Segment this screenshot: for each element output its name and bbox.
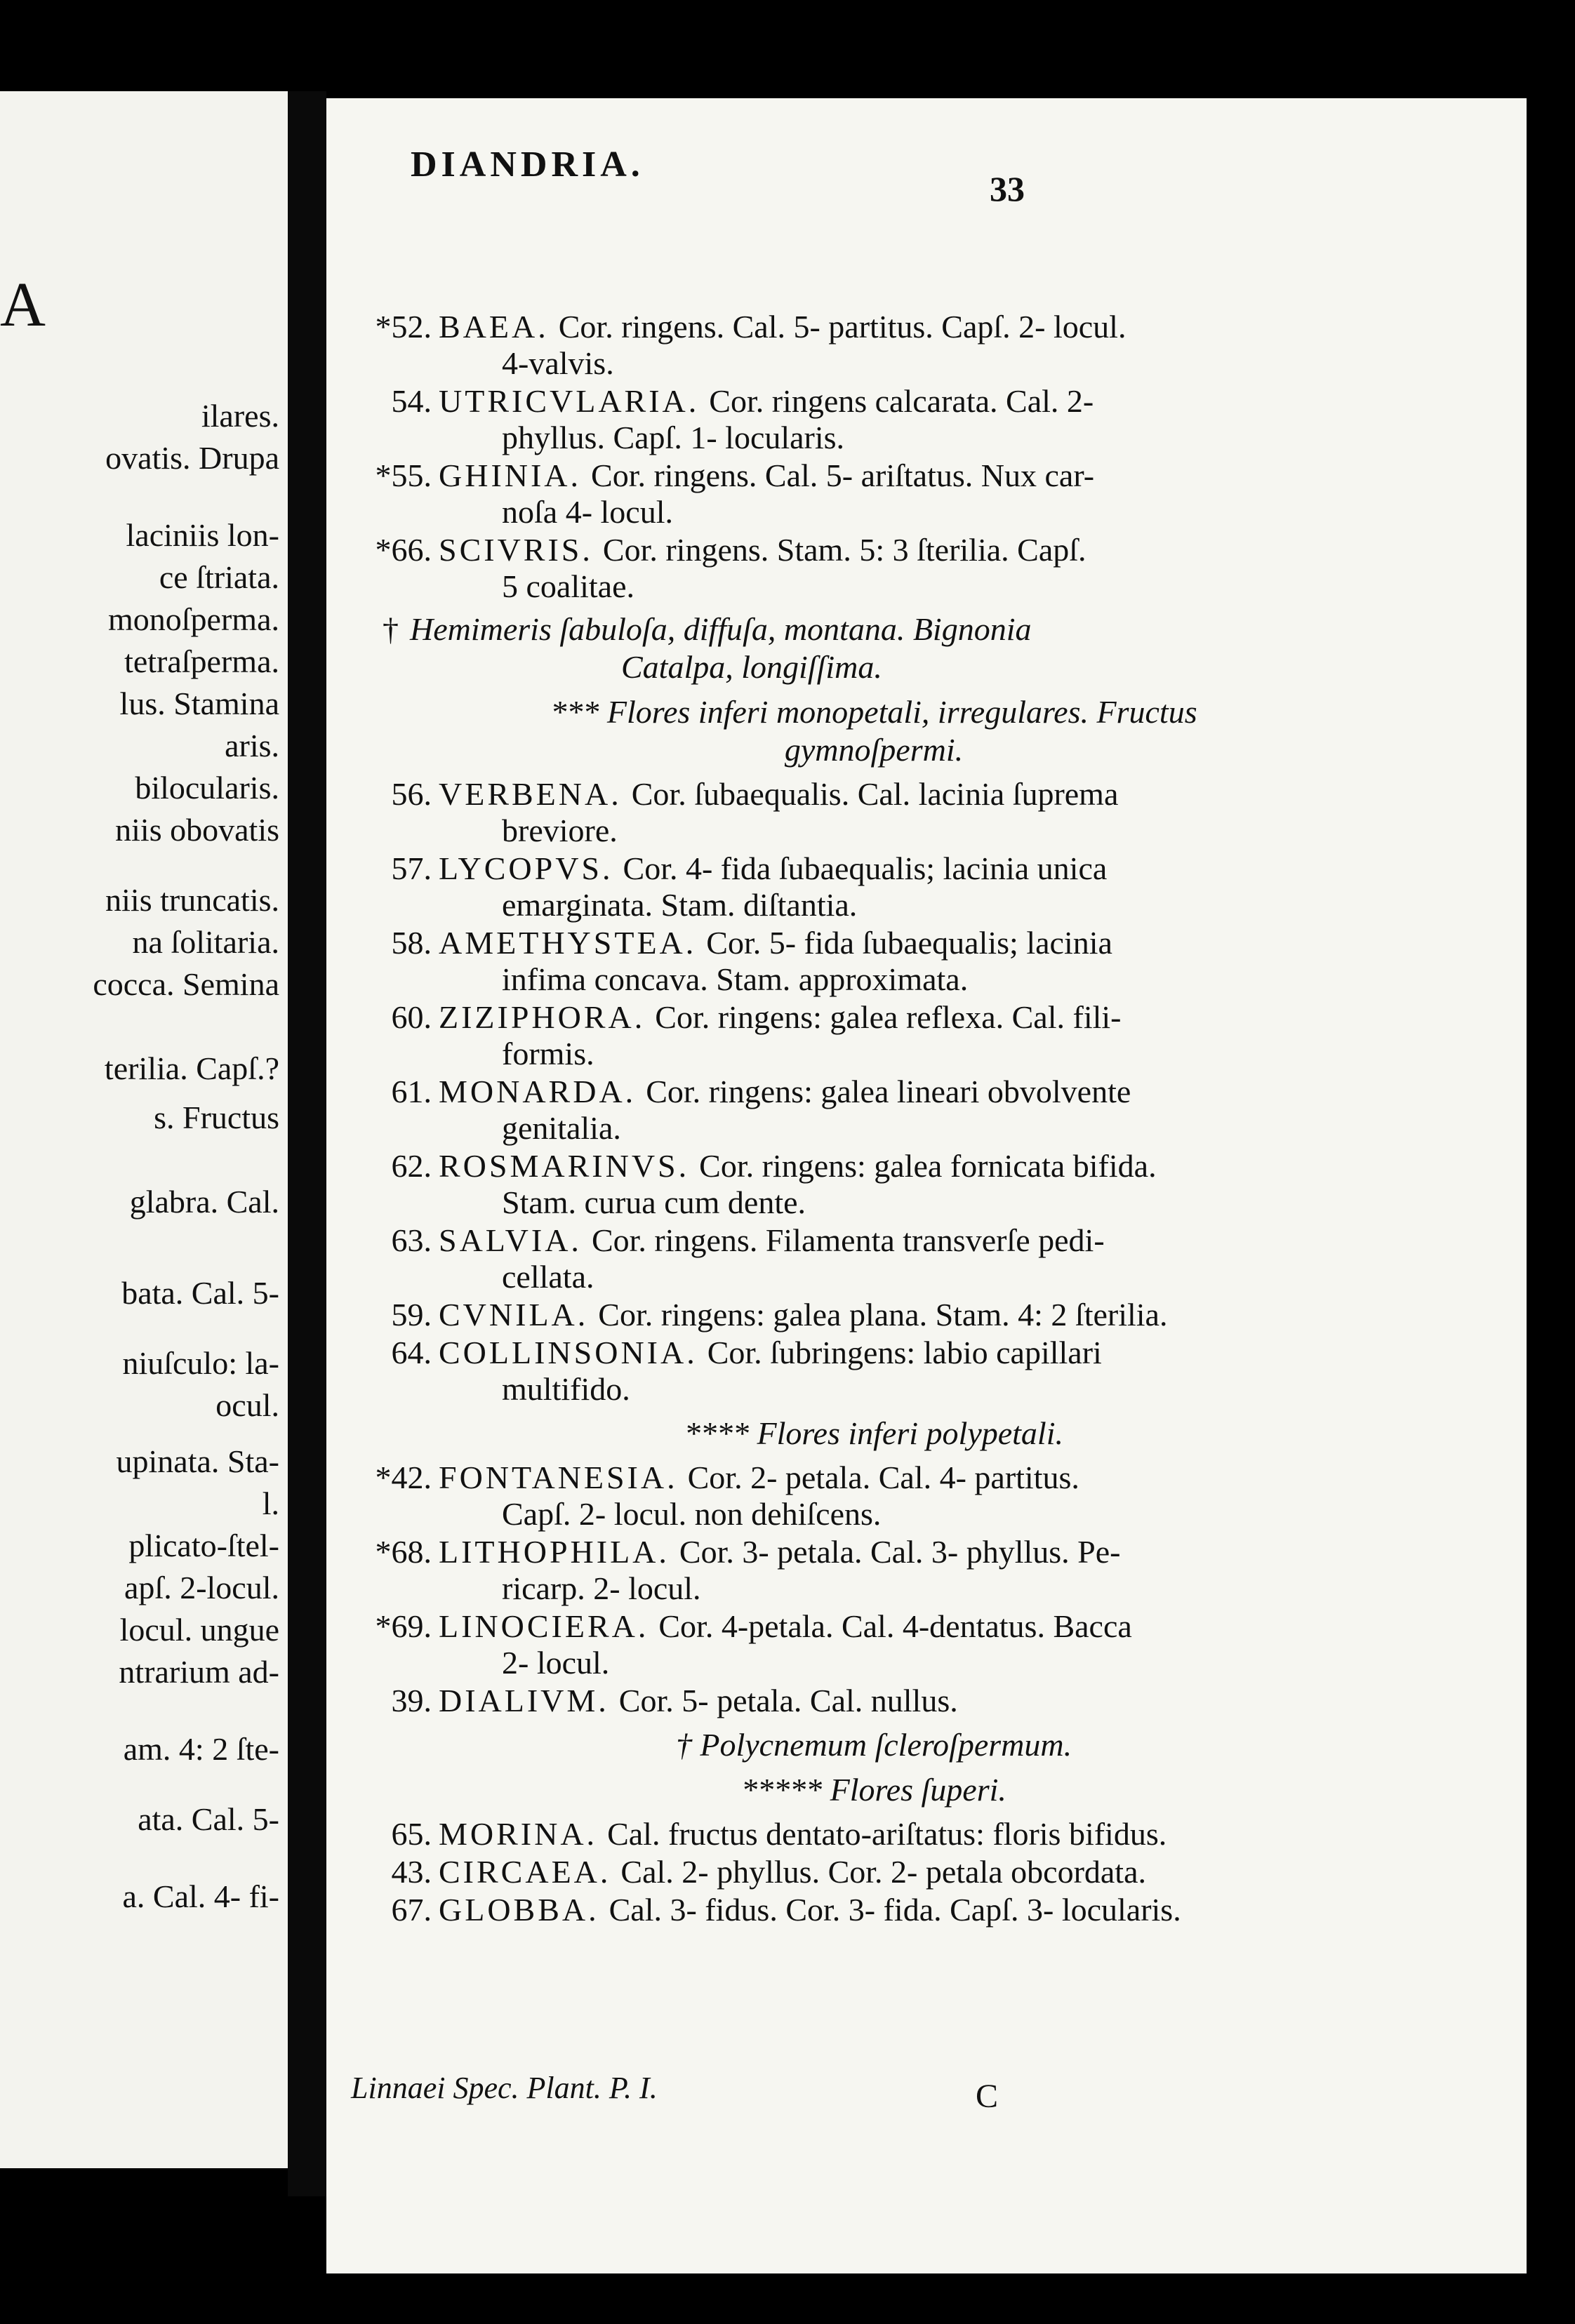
genus-name: CIRCAEA. <box>439 1854 611 1890</box>
section-heading <box>354 1415 1393 1452</box>
genus-description-continued: ricarp. 2- locul. <box>502 1570 701 1606</box>
genus-entry <box>354 532 1393 605</box>
left-page-line: apſ. 2-locul. <box>124 1570 279 1605</box>
genus-name: BAEA. <box>439 309 549 345</box>
entry-number: *52. <box>375 309 432 345</box>
entry-number: *66. <box>375 532 432 568</box>
left-page-line: terilia. Capſ.? <box>104 1050 279 1086</box>
left-page-line: tetraſperma. <box>124 643 279 679</box>
section-heading-text: *** Flores inferi monopetali, irregulares. Fructus <box>550 694 1197 730</box>
left-page-line: cocca. Semina <box>93 966 279 1002</box>
genus-name: ROSMARINVS. <box>439 1148 690 1184</box>
genus-name: LYCOPVS. <box>439 850 613 886</box>
entry-number: 60. <box>391 999 432 1035</box>
genus-description-continued: 2- locul. <box>502 1645 610 1681</box>
left-page-line: plicato-ſtel- <box>128 1528 279 1563</box>
genus-name: LITHOPHILA. <box>439 1534 670 1570</box>
left-page-line: upinata. Sta- <box>116 1443 279 1479</box>
left-page-line: ovatis. Drupa <box>105 440 279 476</box>
entry-number: 43. <box>391 1854 432 1890</box>
genus-name: AMETHYSTEA. <box>439 925 697 961</box>
genus-name: COLLINSONIA. <box>439 1335 698 1370</box>
section-heading <box>354 1726 1393 1764</box>
genus-name: VERBENA. <box>439 776 622 812</box>
genus-description: Cor. ringens: galea plana. Stam. 4: 2 ſterilia. <box>598 1297 1168 1333</box>
entry-number: 65. <box>391 1816 432 1852</box>
entry-number: 64. <box>391 1335 432 1370</box>
section-heading-text: **** Flores inferi polypetali. <box>684 1415 1063 1451</box>
genus-description: Cor. ringens. Cal. 5- partitus. Capſ. 2- locul. <box>558 309 1127 345</box>
left-page-line: A <box>0 270 46 340</box>
genus-description-continued: 4-valvis. <box>502 345 614 381</box>
genus-name: MORINA. <box>439 1816 598 1852</box>
genus-entry <box>354 1222 1393 1295</box>
genus-description: Cor. ringens. Filamenta transverſe pedi- <box>591 1222 1105 1258</box>
entry-number: 58. <box>391 925 432 961</box>
left-page-line: niis truncatis. <box>105 882 279 918</box>
genus-description: Cor. 3- petala. Cal. 3- phyllus. Pe- <box>679 1534 1121 1570</box>
entry-number: *68. <box>375 1534 432 1570</box>
left-page-line: bata. Cal. 5- <box>121 1275 279 1311</box>
genus-entry <box>354 1074 1393 1147</box>
page-number: 33 <box>990 169 1025 208</box>
entry-number: 57. <box>391 850 432 886</box>
genus-entry <box>354 1148 1393 1221</box>
genus-name: MONARDA. <box>439 1074 637 1109</box>
running-head: DIANDRIA. <box>411 145 644 185</box>
left-page-line: am. 4: 2 ſte- <box>123 1731 279 1767</box>
left-page-line: laciniis lon- <box>126 517 279 553</box>
left-page-line: s. Fructus <box>154 1100 279 1135</box>
note-text-continued: Catalpa, longiſſima. <box>621 649 882 685</box>
left-page-line: niuſculo: la- <box>122 1345 279 1381</box>
left-page-line: ce ſtriata. <box>159 559 279 595</box>
genus-description: Cor. ringens calcarata. Cal. 2- <box>709 383 1094 419</box>
genus-name: DIALIVM. <box>439 1683 609 1718</box>
genus-entry <box>354 1608 1393 1681</box>
left-page-line: a. Cal. 4- fi- <box>122 1878 279 1914</box>
genus-entry <box>354 999 1393 1072</box>
dagger-mark: † <box>383 611 399 647</box>
entry-number: 39. <box>391 1683 432 1718</box>
genus-name: CVNILA. <box>439 1297 589 1333</box>
left-page-fragment <box>0 91 288 2168</box>
genus-list <box>354 309 1393 1930</box>
left-page-line: monoſperma. <box>108 601 279 637</box>
genus-description: Cor. ringens: galea reflexa. Cal. fili- <box>655 999 1122 1035</box>
left-page-line: ocul. <box>215 1387 279 1423</box>
left-page-line: aris. <box>225 728 279 763</box>
signature-title: Linnaei Spec. Plant. P. I. <box>351 2071 658 2105</box>
entry-number: *55. <box>375 458 432 493</box>
left-page-line: niis obovatis <box>115 812 279 848</box>
genus-entry <box>354 1534 1393 1607</box>
entry-number: *69. <box>375 1608 432 1644</box>
genus-description-continued: emarginata. Stam. diſtantia. <box>502 887 858 923</box>
genus-description: Cor. 5- fida ſubaequalis; lacinia <box>706 925 1112 961</box>
left-page-line: ntrarium ad- <box>119 1654 279 1690</box>
left-page-line: ata. Cal. 5- <box>138 1801 279 1837</box>
genus-name: UTRICVLARIA. <box>439 383 700 419</box>
entry-number: *42. <box>375 1460 432 1495</box>
genus-description-continued: Stam. curua cum dente. <box>502 1184 806 1220</box>
entry-number: 54. <box>391 383 432 419</box>
left-page-line: l. <box>262 1485 279 1521</box>
genus-description-continued: noſa 4- locul. <box>502 494 673 530</box>
genus-entry <box>354 1816 1393 1852</box>
genus-description-continued: breviore. <box>502 813 618 848</box>
genus-entry <box>354 1854 1393 1890</box>
note-line <box>354 610 1393 686</box>
entry-number: 56. <box>391 776 432 812</box>
genus-name: GHINIA. <box>439 458 582 493</box>
genus-description: Cor. ringens. Cal. 5- ariſtatus. Nux car- <box>591 458 1095 493</box>
genus-name: GLOBBA. <box>439 1892 599 1928</box>
genus-description-continued: infima concava. Stam. approximata. <box>502 961 969 997</box>
genus-description: Cor. ringens. Stam. 5: 3 ſterilia. Capſ. <box>602 532 1086 568</box>
left-page-line: locul. ungue <box>119 1612 279 1648</box>
genus-description: Cor. 4- fida ſubaequalis; lacinia unica <box>623 850 1108 886</box>
genus-description: Cor. 4-petala. Cal. 4-dentatus. Bacca <box>658 1608 1132 1644</box>
note-text: Hemimeris ſabuloſa, diffuſa, montana. Bignonia <box>410 611 1032 647</box>
genus-entry <box>354 1892 1393 1928</box>
genus-entry <box>354 1460 1393 1532</box>
genus-description: Cal. fructus dentato-ariſtatus: floris bifidus. <box>607 1816 1167 1852</box>
genus-entry <box>354 1297 1393 1333</box>
genus-description: Cor. 5- petala. Cal. nullus. <box>618 1683 958 1718</box>
genus-description-continued: phyllus. Capſ. 1- locularis. <box>502 420 845 455</box>
left-page-line: na ſolitaria. <box>132 924 279 960</box>
genus-description: Cor. 2- petala. Cal. 4- partitus. <box>687 1460 1079 1495</box>
entry-number: 61. <box>391 1074 432 1109</box>
genus-description: Cal. 2- phyllus. Cor. 2- petala obcordata. <box>620 1854 1147 1890</box>
genus-name: SCIVRIS. <box>439 532 593 568</box>
genus-name: ZIZIPHORA. <box>439 999 646 1035</box>
genus-description-continued: cellata. <box>502 1259 594 1295</box>
genus-description-continued: 5 coalitae. <box>502 568 635 604</box>
genus-name: FONTANESIA. <box>439 1460 678 1495</box>
entry-number: 67. <box>391 1892 432 1928</box>
genus-description: Cor. ſubaequalis. Cal. lacinia ſuprema <box>631 776 1119 812</box>
left-page-line: ilares. <box>201 398 279 434</box>
genus-description-continued: genitalia. <box>502 1110 621 1146</box>
section-heading <box>354 1771 1393 1809</box>
genus-description: Cor. ſubringens: labio capillari <box>707 1335 1102 1370</box>
entry-number: 59. <box>391 1297 432 1333</box>
genus-entry <box>354 776 1393 849</box>
genus-description-continued: formis. <box>502 1036 594 1071</box>
genus-entry <box>354 383 1393 456</box>
book-gutter <box>288 91 326 2196</box>
genus-entry <box>354 1335 1393 1408</box>
genus-description-continued: multifido. <box>502 1371 630 1407</box>
genus-description-continued: Capſ. 2- locul. non dehiſcens. <box>502 1496 882 1532</box>
left-page-line: bilocularis. <box>135 770 279 806</box>
left-page-line: glabra. Cal. <box>129 1184 279 1220</box>
section-heading-text: ***** Flores ſuperi. <box>741 1772 1006 1808</box>
entry-number: 62. <box>391 1148 432 1184</box>
genus-name: SALVIA. <box>439 1222 582 1258</box>
left-page-line: lus. Stamina <box>119 686 279 721</box>
genus-description: Cal. 3- fidus. Cor. 3- fida. Capſ. 3- locularis. <box>609 1892 1181 1928</box>
genus-entry <box>354 925 1393 998</box>
section-heading <box>354 693 1393 769</box>
genus-entry <box>354 850 1393 923</box>
genus-name: LINOCIERA. <box>439 1608 649 1644</box>
genus-entry <box>354 309 1393 382</box>
genus-entry <box>354 458 1393 530</box>
genus-description: Cor. ringens: galea fornicata bifida. <box>699 1148 1157 1184</box>
genus-entry <box>354 1683 1393 1719</box>
section-heading-text: † Polycnemum ſcleroſpermum. <box>675 1727 1072 1763</box>
entry-number: 63. <box>391 1222 432 1258</box>
genus-description: Cor. ringens: galea lineari obvolvente <box>646 1074 1131 1109</box>
signature-mark: C <box>976 2078 999 2115</box>
section-heading-continued: gymnoſpermi. <box>784 732 964 768</box>
